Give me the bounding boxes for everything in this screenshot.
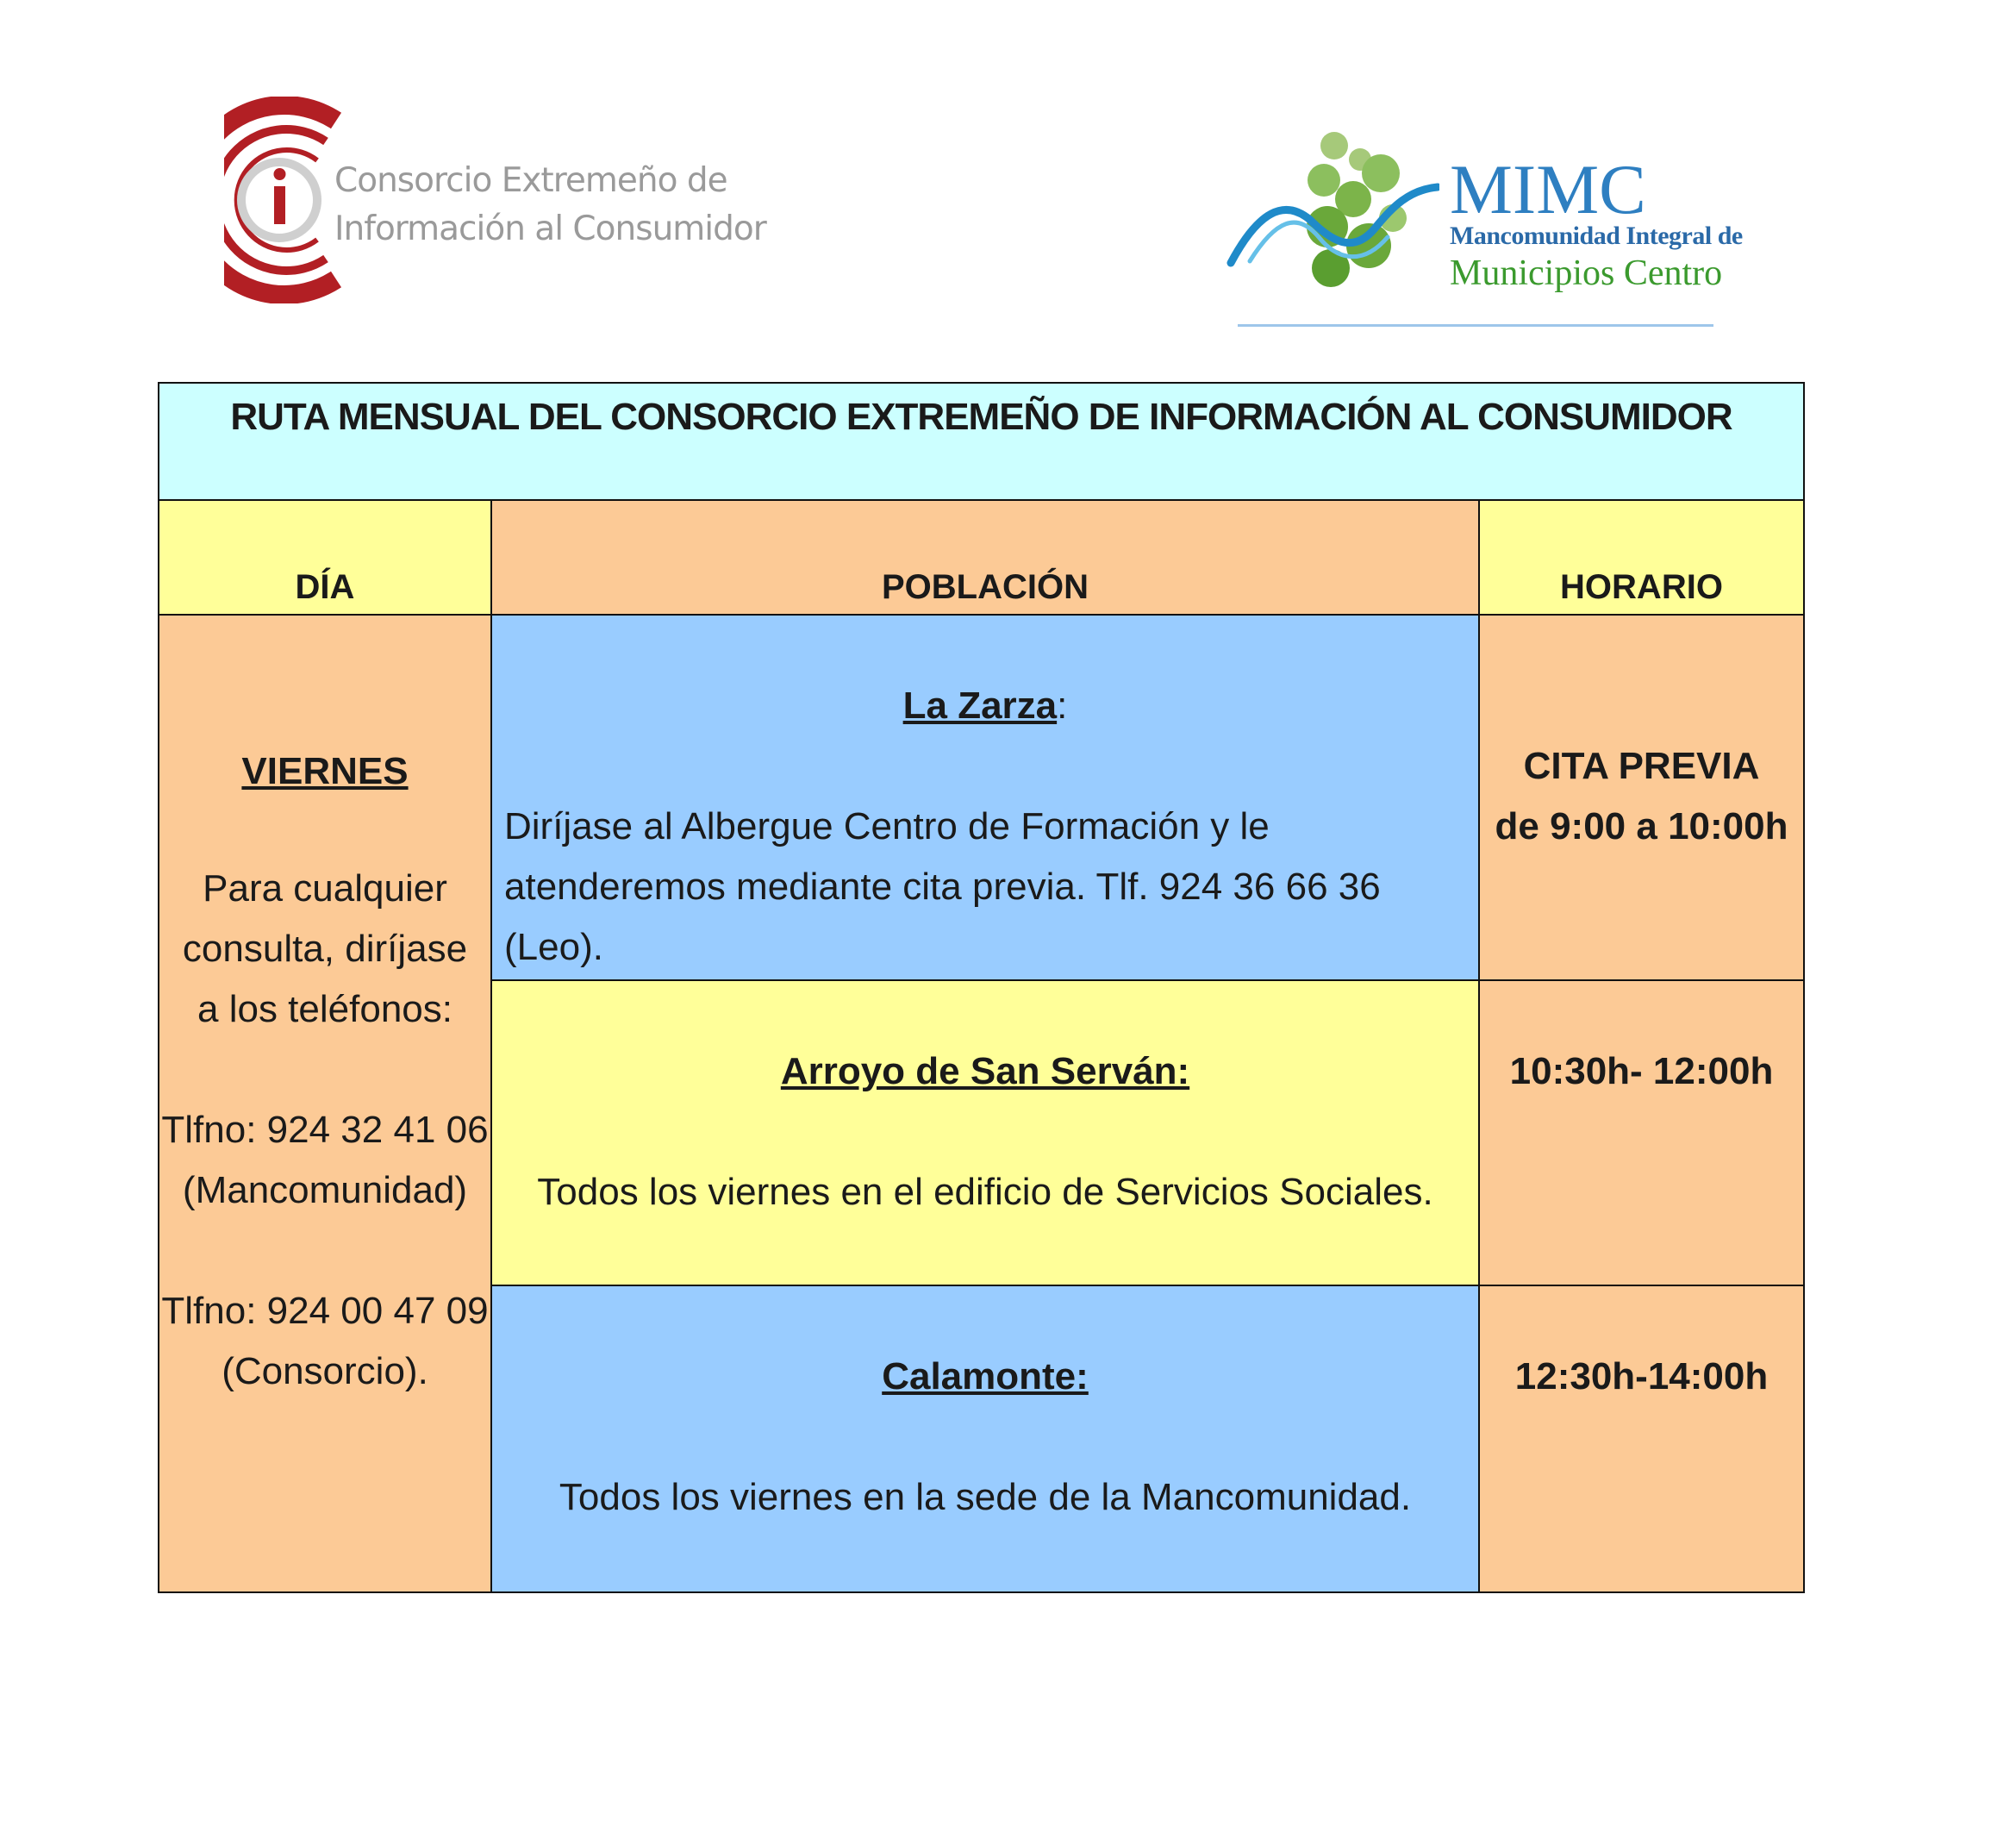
table-title-cell xyxy=(159,383,1804,500)
day-phone1-note: (Mancomunidad) xyxy=(182,1169,468,1211)
time-line2: de 9:00 a 10:00h xyxy=(1495,805,1788,847)
mimc-title: MIMC xyxy=(1450,150,1646,228)
header-poblacion: POBLACIÓN xyxy=(491,500,1479,615)
town-description: Todos los viernes en la sede de la Mancomunidad. xyxy=(559,1476,1412,1518)
town-suffix: : xyxy=(1057,685,1068,727)
mimc-subtitle2: Municipios Centro xyxy=(1450,253,1723,293)
time-line1: 10:30h- 12:00h xyxy=(1509,1050,1774,1092)
horario-cell-1 xyxy=(1479,615,1804,980)
mimc-logo xyxy=(1224,116,1743,332)
time-line1: 12:30h-14:00h xyxy=(1514,1355,1769,1397)
time-line1: CITA PREVIA xyxy=(1523,745,1760,787)
consorcio-logo-line1: Consorcio Extremeño de xyxy=(334,161,727,200)
mimc-emblem-icon xyxy=(1224,116,1439,323)
day-phone2-note: (Consorcio). xyxy=(222,1350,428,1392)
horario-cell-3 xyxy=(1479,1285,1804,1592)
table-row xyxy=(159,615,1804,980)
day-phone1: Tlfno: 924 32 41 06 xyxy=(161,1109,489,1151)
header-row xyxy=(159,500,1804,615)
town-description: Diríjase al Albergue Centro de Formación y le atenderemos mediante cita previa. Tlf. 924 36 66 36 (Leo). xyxy=(504,805,1381,968)
day-cell xyxy=(159,615,491,1592)
day-label: VIERNES xyxy=(241,750,409,792)
header-dia: DÍA xyxy=(159,500,491,615)
poblacion-cell-3 xyxy=(491,1285,1479,1592)
horario-cell-2 xyxy=(1479,980,1804,1285)
town-name: La Zarza xyxy=(902,685,1058,727)
mimc-underline xyxy=(1238,324,1713,327)
mimc-subtitle: Mancomunidad Integral de xyxy=(1450,222,1743,250)
poblacion-cell-2 xyxy=(491,980,1479,1285)
town-name: Calamonte: xyxy=(882,1355,1089,1397)
poblacion-cell-1 xyxy=(491,615,1479,980)
consorcio-ring-icon xyxy=(224,97,345,303)
header-horario: HORARIO xyxy=(1479,500,1804,615)
schedule-table xyxy=(158,382,1805,1593)
day-phone2: Tlfno: 924 00 47 09 xyxy=(161,1290,489,1332)
title-row xyxy=(159,383,1804,500)
consorcio-logo-line2: Información al Consumidor xyxy=(334,209,766,248)
day-info: Para cualquier consulta, diríjase a los teléfonos: xyxy=(182,867,468,1030)
table-title: RUTA MENSUAL DEL CONSORCIO EXTREMEÑO DE INFORMACIÓN AL CONSUMIDOR xyxy=(230,396,1732,438)
consorcio-logo xyxy=(224,97,766,303)
town-description: Todos los viernes en el edificio de Servicios Sociales. xyxy=(537,1171,1433,1213)
town-name: Arroyo de San Serván: xyxy=(780,1050,1190,1092)
